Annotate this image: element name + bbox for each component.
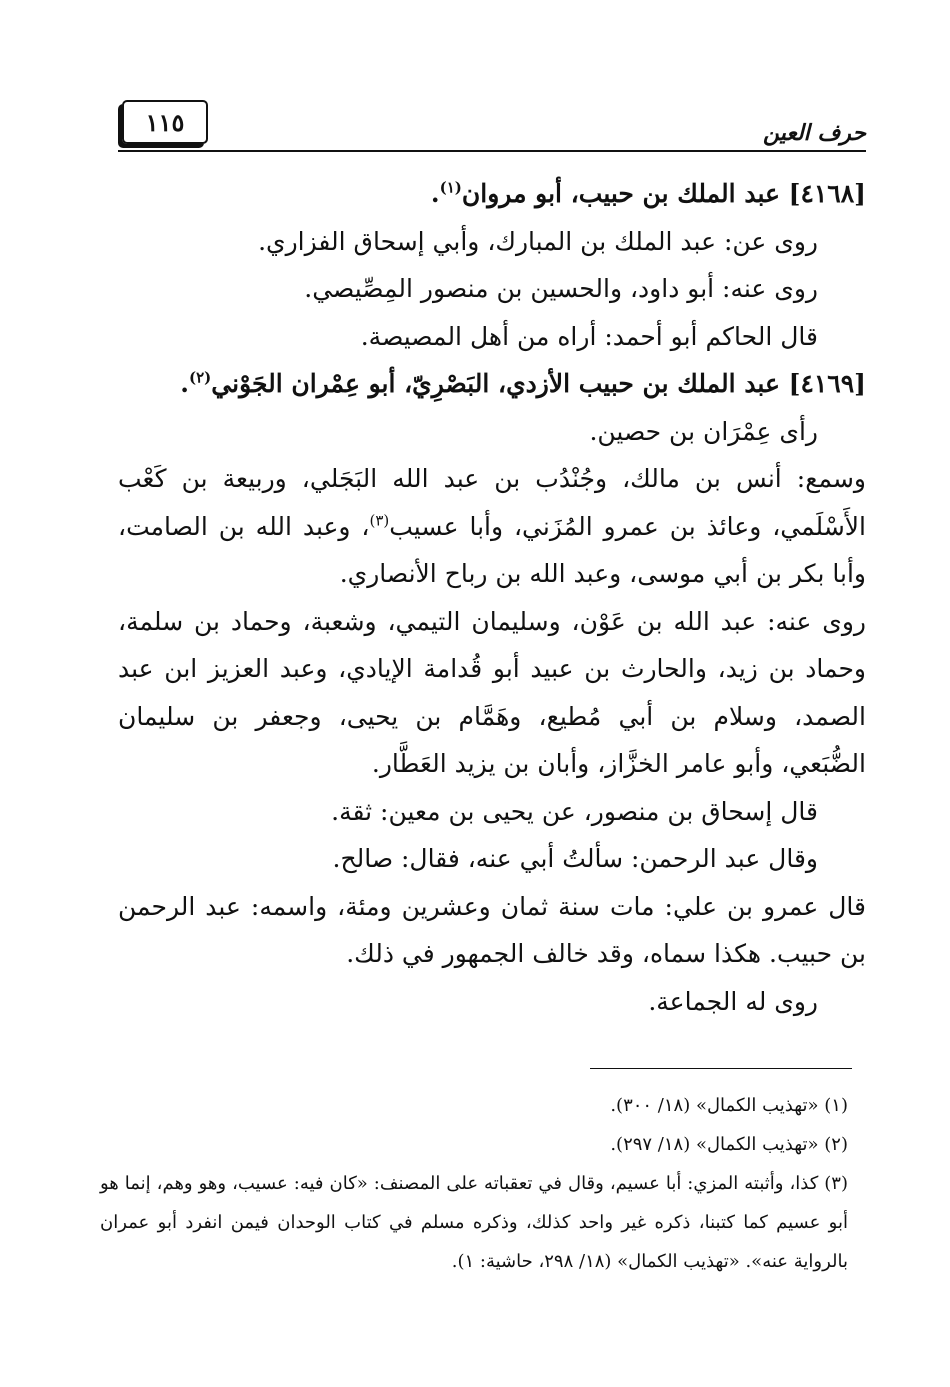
entry-4169-heard-part-b: ، وعبد الله بن الصامت، وأبا بكر بن أبي موسى، وعبد الله بن رباح الأنصاري. (118, 511, 866, 588)
entry-4169-final: روى له الجماعة. (648, 986, 818, 1016)
entry-4169-title-end: . (180, 369, 189, 398)
entry-4169-narrators: روى عنه: عبد الله بن عَوْن، وسليمان التيمي، وشعبة، وحماد بن سلمة، وحماد بن زيد، والحارث بن عبيد أبو قُدامة الإيادي، وعبد العزيز ابن عبد الصمد، وسلام بن أبي مُطيع، وهَمَّام بن يحيى، وجعفر بن سليمان الضُّبَعي، وأبو عامر الخزَّاز، وأبان بن يزيد العَطَّار. (118, 606, 866, 778)
entry-4168-narrators: روى عنه: أبو داود، والحسين بن منصور المِصِّيصي. (304, 274, 818, 303)
footnote-2: (٢) «تهذيب الكمال» (١٨/ ٢٩٧). (610, 1134, 848, 1155)
entry-4168-narrated-from: روى عن: عبد الملك بن المبارك، وأبي إسحاق الفزاري. (258, 226, 818, 256)
entry-4168-title-end: . (430, 179, 440, 208)
footnotes (100, 1086, 848, 1281)
header-rule (118, 150, 866, 152)
page-number: ١١٥ (145, 107, 185, 137)
footnote-1: (١) «تهذيب الكمال» (١٨/ ٣٠٠). (610, 1095, 848, 1116)
main-text (118, 170, 866, 1025)
entry-4169-heading (118, 360, 866, 408)
entry-4168-hakim-quote: قال الحاكم أبو أحمد: أراه من أهل المصيصة. (360, 321, 818, 351)
entry-4168-title: [٤١٦٨] عبد الملك بن حبيب، أبو مروان (461, 179, 866, 208)
entry-4169-heard-from (118, 455, 866, 598)
footnote-ref-1[interactable]: (١) (439, 178, 462, 197)
entry-4169-death: قال عمرو بن علي: مات سنة ثمان وعشرين ومئة، واسمه: عبد الرحمن بن حبيب. هكذا سماه، وقد خالف الجمهور في ذلك. (118, 891, 866, 968)
entry-4169-heard-part-a: وسمع: أنس بن مالك، وجُنْدُب بن عبد الله البَجَلي، وربيعة بن كَعْب الأَسْلَمي، وعائذ بن عمرو المُزَني، وأبا عسيب (118, 464, 866, 541)
entry-4169-saw: رأى عِمْرَان بن حصين. (589, 416, 818, 446)
footnote-ref-3[interactable]: (٣) (369, 511, 390, 530)
entry-4169-title: [٤١٦٩] عبد الملك بن حبيب الأزدي، البَصْرِيّ، أبو عِمْران الجَوْني (211, 369, 866, 398)
footnote-rule (590, 1068, 852, 1069)
entry-4169-abd-al-rahman: وقال عبد الرحمن: سألتُ أبي عنه، فقال: صالح. (332, 844, 818, 873)
entry-4168-heading (118, 170, 866, 218)
footnote-3: (٣) كذا، وأثبته المزي: أبا عسيم، وقال في تعقباته على المصنف: «كان فيه: عسيب، وهو وهم، إنما هو أبو عسيم كما كتبنا، ذكره غير واحد كذلك، وذكره مسلم في كتاب الوحدان فيمن انفرد أبو عمران بالرواية عنه». «تهذيب الكمال» (١٨/ ٢٩٨، حاشية: ١). (100, 1173, 848, 1272)
page-number-box (122, 100, 208, 144)
running-head: حرف العين (762, 120, 866, 146)
footnote-ref-2[interactable]: (٢) (189, 368, 212, 387)
page-header (118, 98, 866, 158)
entry-4169-ibn-maeen: قال إسحاق بن منصور، عن يحيى بن معين: ثقة. (331, 796, 818, 826)
